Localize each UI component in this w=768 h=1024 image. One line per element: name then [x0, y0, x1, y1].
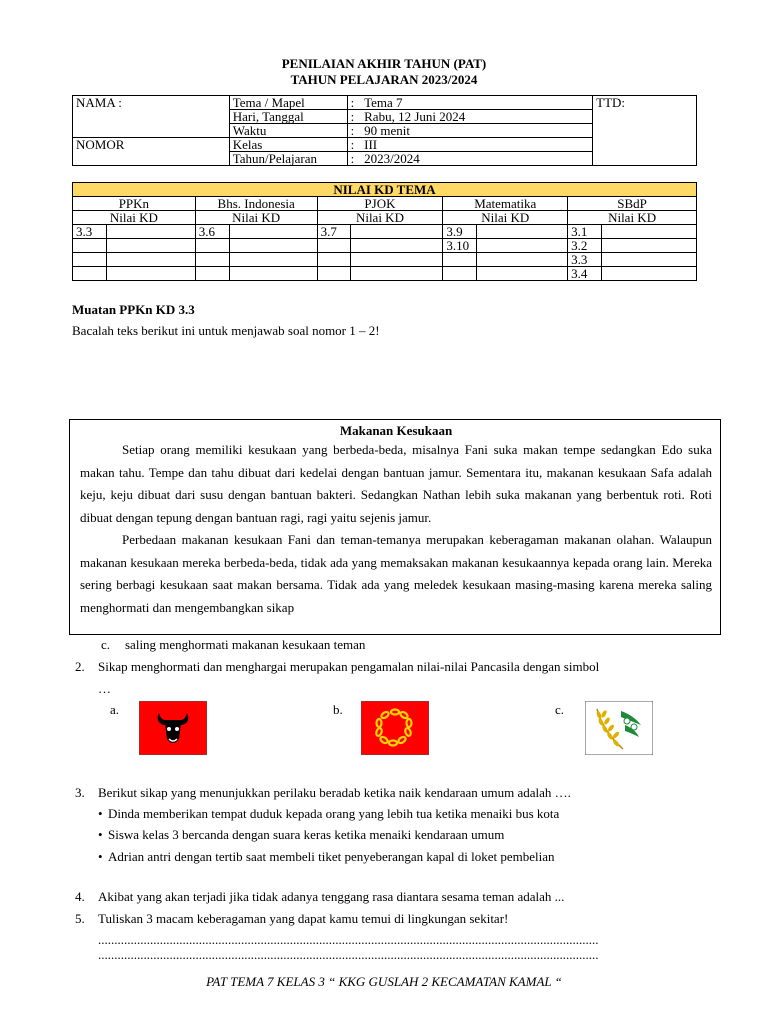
kd-score-cell[interactable]: [602, 267, 697, 281]
nilai-kd-subheader: Nilai KD: [73, 211, 196, 225]
nilai-kd-subheader: Nilai KD: [443, 211, 568, 225]
kd-code: [317, 267, 350, 281]
subject-header: Matematika: [443, 197, 568, 211]
kd-score-cell[interactable]: [477, 225, 568, 239]
kd-code: 3.10: [443, 239, 477, 253]
subject-header: SBdP: [568, 197, 697, 211]
subject-header: PPKn: [73, 197, 196, 211]
kd-score-cell[interactable]: [106, 253, 195, 267]
banteng-icon: [139, 701, 207, 755]
reading-box: [69, 419, 721, 635]
nama-label: NAMA :: [73, 96, 230, 138]
nilai-kd-table: [72, 182, 697, 281]
answer-line[interactable]: ..........................................................................................................................................................: [98, 932, 599, 947]
kd-score-cell[interactable]: [229, 267, 317, 281]
info-value: Tema 7: [361, 96, 593, 110]
kd-code: [443, 267, 477, 281]
q5-number: 5.: [75, 911, 85, 926]
kd-code: 3.4: [568, 267, 602, 281]
nilai-kd-subheader: Nilai KD: [568, 211, 697, 225]
kd-score-cell[interactable]: [229, 239, 317, 253]
info-sep: :: [347, 152, 361, 166]
info-label: Tahun/Pelajaran: [229, 152, 347, 166]
nilai-kd-subheader: Nilai KD: [195, 211, 317, 225]
bullet-icon: •: [98, 806, 103, 821]
kd-code: [317, 253, 350, 267]
kd-score-cell[interactable]: [350, 253, 443, 267]
kd-score-cell[interactable]: [106, 239, 195, 253]
info-table: [72, 95, 697, 166]
reading-paragraph: Perbedaan makanan kesukaan Fani dan teman-temanya merupakan keberagaman makanan olahan. Walaupun makanan kesukaan mereka berbeda-beda, tidak ada yang memaksakan makanan kesukaannya kepada orang lain. Mereka sering berbagi kesukaan saat makan bersama. Tidak ada yang meledek kesukaan masing-masing karena mereka saling menghormati dan mengembangkan sikap: [80, 532, 712, 615]
kd-code: 3.2: [568, 239, 602, 253]
nomor-label: NOMOR: [73, 138, 230, 166]
kd-score-cell[interactable]: [602, 225, 697, 239]
q2-option-c: c.: [555, 702, 565, 717]
reading-paragraph: Setiap orang memiliki kesukaan yang berbeda-beda, misalnya Fani suka makan tempe sedangkan Edo suka makan tahu. Tempe dan tahu dibuat dari kedelai dengan bantuan jamur. Sementara itu, makanan kesukaan Safa adalah keju, keju dibuat dari susu dengan bantuan bakteri. Sedangkan Nathan lebih suka makanan yang berbentuk roti. Roti dibuat dengan tepung dengan bantuan ragi, ragi yaitu sejenis jamur.: [80, 442, 712, 525]
subject-header: Bhs. Indonesia: [195, 197, 317, 211]
info-label: Waktu: [229, 124, 347, 138]
info-sep: :: [347, 96, 361, 110]
subject-header: PJOK: [317, 197, 443, 211]
kd-row: [73, 225, 697, 239]
reading-title: Makanan Kesukaan: [339, 423, 453, 438]
kd-code: [317, 239, 350, 253]
section-instruction: Bacalah teks berikut ini untuk menjawab soal nomor 1 – 2!: [72, 323, 380, 338]
kd-code: [73, 239, 107, 253]
kd-row: [73, 239, 697, 253]
kd-code: [73, 267, 107, 281]
q3-bullet: Siswa kelas 3 bercanda dengan suara keras ketika menaiki kendaraan umum: [108, 827, 505, 842]
q2-text: Sikap menghormati dan menghargai merupakan pengamalan nilai-nilai Pancasila dengan simbol: [98, 659, 600, 674]
kd-code: [443, 253, 477, 267]
q3-text: Berikut sikap yang menunjukkan perilaku beradab ketika naik kendaraan umum adalah ….: [98, 785, 571, 800]
q1-option-text: saling menghormati makanan kesukaan teman: [125, 637, 366, 652]
nilai-kd-subheader: Nilai KD: [317, 211, 443, 225]
q4-text: Akibat yang akan terjadi jika tidak adanya tenggang rasa diantara sesama teman adalah ...: [98, 889, 565, 904]
kd-score-cell[interactable]: [602, 253, 697, 267]
kd-code: [195, 239, 229, 253]
kd-score-cell[interactable]: [477, 253, 568, 267]
q2-number: 2.: [75, 659, 85, 674]
kd-row: [73, 253, 697, 267]
kd-code: 3.3: [73, 225, 107, 239]
bullet-icon: •: [98, 827, 103, 842]
kd-code: 3.3: [568, 253, 602, 267]
kd-code: [195, 267, 229, 281]
info-label: Hari, Tanggal: [229, 110, 347, 124]
kd-score-cell[interactable]: [477, 267, 568, 281]
section-heading: Muatan PPKn KD 3.3: [72, 302, 195, 317]
q2-text-cont: …: [98, 681, 111, 696]
q4-number: 4.: [75, 889, 85, 904]
info-sep: :: [347, 124, 361, 138]
kd-code: [73, 253, 107, 267]
q1-option-letter: c.: [101, 637, 111, 652]
info-value: III: [361, 138, 593, 152]
info-label: Kelas: [229, 138, 347, 152]
kd-code: [195, 253, 229, 267]
info-value: Rabu, 12 Juni 2024: [361, 110, 593, 124]
q2-option-b: b.: [333, 702, 343, 717]
kd-score-cell[interactable]: [602, 239, 697, 253]
info-value: 90 menit: [361, 124, 593, 138]
exam-year: TAHUN PELAJARAN 2023/2024: [290, 72, 478, 87]
bullet-icon: •: [98, 849, 103, 864]
info-value: 2023/2024: [361, 152, 593, 166]
kd-score-cell[interactable]: [350, 239, 443, 253]
info-label: Tema / Mapel: [229, 96, 347, 110]
kd-score-cell[interactable]: [229, 253, 317, 267]
exam-title: PENILAIAN AKHIR TAHUN (PAT): [281, 56, 487, 71]
kd-score-cell[interactable]: [106, 267, 195, 281]
nilai-kd-title: NILAI KD TEMA: [73, 183, 697, 197]
kd-score-cell[interactable]: [350, 267, 443, 281]
info-sep: :: [347, 138, 361, 152]
kd-row: [73, 267, 697, 281]
kd-score-cell[interactable]: [106, 225, 195, 239]
kd-code: 3.6: [195, 225, 229, 239]
kd-score-cell[interactable]: [477, 239, 568, 253]
kd-code: 3.1: [568, 225, 602, 239]
q2-option-a: a.: [110, 702, 120, 717]
kd-code: 3.7: [317, 225, 350, 239]
info-sep: :: [347, 110, 361, 124]
rantai-icon: [361, 701, 429, 755]
q5-text: Tuliskan 3 macam keberagaman yang dapat kamu temui di lingkungan sekitar!: [98, 911, 509, 926]
q3-bullet: Dinda memberikan tempat duduk kepada orang yang lebih tua ketika menaiki bus kota: [108, 806, 560, 821]
kd-score-cell[interactable]: [350, 225, 443, 239]
padi-kapas-icon: [585, 701, 653, 755]
q3-number: 3.: [75, 785, 85, 800]
answer-line[interactable]: ..........................................................................................................................................................: [98, 947, 599, 962]
q3-bullet: Adrian antri dengan tertib saat membeli tiket penyeberangan kapal di loket pembelian: [108, 849, 555, 864]
footer: PAT TEMA 7 KELAS 3 “ KKG GUSLAH 2 KECAMATAN KAMAL “: [206, 974, 562, 989]
kd-score-cell[interactable]: [229, 225, 317, 239]
kd-code: 3.9: [443, 225, 477, 239]
ttd-label: TTD:: [593, 96, 697, 166]
